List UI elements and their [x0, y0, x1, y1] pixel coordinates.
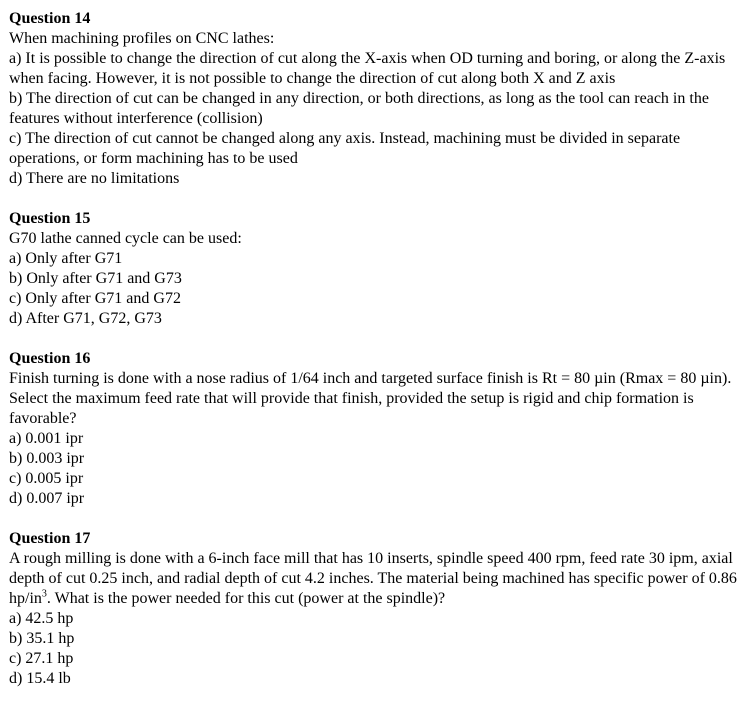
question-prompt: G70 lathe canned cycle can be used: [9, 230, 242, 247]
answer-option-d: d) 0.007 ipr [9, 490, 85, 507]
question-16 [9, 349, 747, 509]
answer-option-b: b) Only after G71 and G73 [9, 270, 182, 287]
question-title: Question 16 [9, 350, 91, 367]
question-title: Question 15 [9, 210, 91, 227]
question-prompt-part-2: . What is the power needed for this cut (power at the spindle)? [46, 590, 446, 607]
answer-option-a: a) It is possible to change the direction of cut along the X-axis when OD turning and boring, or along the Z-axis when facing. However, it is not possible to change the direction of cut along both X and Z axis [9, 50, 726, 87]
question-prompt: Finish turning is done with a nose radius of 1/64 inch and targeted surface finish is Rt = 80 µin (Rmax = 80 µin). Select the maximum feed rate that will provide that finish, provided the setup is rigid and chip formation is favorable? [9, 370, 732, 427]
question-prompt: When machining profiles on CNC lathes: [9, 30, 275, 47]
answer-option-a: a) 0.001 ipr [9, 430, 84, 447]
exponent-superscript: 3 [41, 588, 47, 600]
answer-option-d: d) After G71, G72, G73 [9, 310, 162, 327]
question-title: Question 17 [9, 530, 91, 547]
answer-option-a: a) 42.5 hp [9, 610, 74, 627]
question-document [9, 9, 747, 689]
question-14 [9, 9, 747, 189]
question-prompt-part-1: A rough milling is done with a 6-inch face mill that has 10 inserts, spindle speed 400 rpm, feed rate 30 ipm, axial depth of cut 0.25 inch, and radial depth of cut 4.2 inches. The material being machined has specific power of 0.86 hp/in [9, 550, 737, 607]
question-15 [9, 209, 747, 329]
answer-option-c: c) The direction of cut cannot be changed along any axis. Instead, machining must be divided in separate operations, or form machining has to be used [9, 130, 681, 167]
answer-option-c: c) Only after G71 and G72 [9, 290, 181, 307]
question-prompt [9, 549, 747, 609]
answer-option-b: b) 35.1 hp [9, 630, 75, 647]
answer-option-d: d) There are no limitations [9, 170, 180, 187]
answer-option-c: c) 27.1 hp [9, 650, 74, 667]
answer-option-c: c) 0.005 ipr [9, 470, 84, 487]
answer-option-d: d) 15.4 lb [9, 670, 71, 687]
question-title: Question 14 [9, 10, 91, 27]
answer-option-b: b) The direction of cut can be changed in any direction, or both directions, as long as the tool can reach in the features without interference (collision) [9, 90, 709, 127]
question-17 [9, 529, 747, 689]
answer-option-a: a) Only after G71 [9, 250, 123, 267]
answer-option-b: b) 0.003 ipr [9, 450, 85, 467]
